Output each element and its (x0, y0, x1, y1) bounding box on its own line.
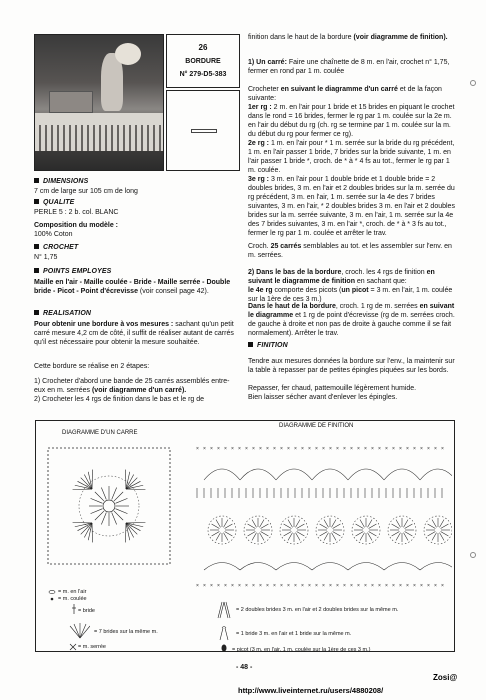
legend-picot: = picot (3 m. en l'air, 1 m. coulée sur la 1ère de ces 3 m.) (232, 647, 371, 653)
svg-text:×: × (287, 446, 290, 452)
svg-text:×: × (252, 446, 255, 452)
realisation-title: REALISATION (34, 310, 91, 317)
svg-text:×: × (343, 583, 346, 589)
svg-text:×: × (336, 446, 339, 452)
svg-text:×: × (434, 446, 437, 452)
swatch-box (166, 90, 240, 171)
svg-text:×: × (371, 446, 374, 452)
credit-watermark: Zosi@ (433, 673, 458, 682)
svg-text:×: × (315, 583, 318, 589)
svg-text:×: × (196, 583, 199, 589)
realisation-p1: Pour obtenir une bordure à vos mesures : sachant qu'un petit carré mesure 4,2 cm de côté, il suffit de réaliser autant de carrés qu'il est nécessaire pour obtenir la mesure souhaitée. (34, 321, 234, 346)
realisation-p2: Cette bordure se réalise en 2 étapes: (34, 363, 150, 370)
finition-p3: Bien laisser sécher avant d'enlever les épingles. (248, 394, 398, 401)
svg-text:×: × (441, 446, 444, 452)
svg-text:×: × (364, 583, 367, 589)
crochet-body: N° 1,75 (34, 254, 58, 261)
svg-text:×: × (238, 446, 241, 452)
binder-hole-top (470, 80, 476, 86)
border-photo (34, 34, 164, 171)
right-r2: 2e rg : 1 m. en l'air pour * 1 m. serrée sur la bride du rg précédent, 1 m. en l'air passer 1 bride, 7 brides sur la bride suivante, 1 m. en l'air passer 1 bride *, croch. de * à * 4 fs au tot., fermer le rg par 1 m. coulée. (248, 140, 455, 174)
svg-text:×: × (266, 446, 269, 452)
svg-text:×: × (329, 446, 332, 452)
legend-right-symbols (212, 598, 236, 654)
svg-text:×: × (217, 446, 220, 452)
svg-text:×: × (329, 583, 332, 589)
right-r1: 1er rg : 2 m. en l'air pour 1 bride et 15 brides en piquant le crochet dans le rond = 16 brides, fermer le rg par 1 m. coulée sur la 2e m. en l'air du début du rg (ch. rg se termine par 1 m. coulée sur la m. du début du rg pour fermer ce rg). (248, 104, 455, 138)
svg-text:×: × (406, 446, 409, 452)
legend-7brides: = 7 brides sur la même m. (94, 629, 158, 635)
svg-text:×: × (231, 446, 234, 452)
svg-text:×: × (413, 446, 416, 452)
legend-2dbl: = 2 doubles brides 3 m. en l'air et 2 doubles brides sur la même m. (236, 607, 399, 613)
svg-text:×: × (343, 446, 346, 452)
points-title: POINTS EMPLOYES (34, 268, 111, 275)
svg-text:×: × (301, 446, 304, 452)
right-p3: Croch. 25 carrés semblables au tot. et les assembler sur l'env. en m. serrées. (248, 243, 452, 259)
svg-text:×: × (210, 446, 213, 452)
square-diagram (40, 442, 180, 570)
svg-text:×: × (378, 446, 381, 452)
svg-text:×: × (385, 583, 388, 589)
pattern-number: 26 (198, 43, 208, 52)
svg-text:×: × (238, 583, 241, 589)
svg-text:×: × (196, 446, 199, 452)
composition-body: 100% Coton (34, 231, 73, 238)
svg-text:×: × (280, 583, 283, 589)
svg-text:×: × (294, 583, 297, 589)
right-p4: 2) Dans le bas de la bordure, croch. les 4 rgs de finition en suivant le diagramme de finition en sachant que: (248, 269, 435, 285)
svg-text:×: × (245, 446, 248, 452)
svg-text:×: × (413, 583, 416, 589)
svg-text:×: × (252, 583, 255, 589)
crochet-title: CROCHET (34, 244, 78, 251)
right-p5: le 4e rg comporte des picots (un picot = 3 m. en l'air, 1 m. coulée sur la 1ère de ces 3 m.) (248, 287, 453, 303)
realisation-p4: 2) Crocheter les 4 rgs de finition dans le bas et le rg de (34, 396, 205, 403)
right-p6: Dans le haut de la bordure, croch. 1 rg de m. serrées en suivant le diagramme et 1 rg de point d'écrevisse (rg de m. serrées croch. de gauche à droite et non pas de droite à gauche comme il se fait normalement). Arrêter le trav. (248, 303, 455, 337)
legend-left-symbols (44, 586, 90, 652)
svg-text:×: × (357, 446, 360, 452)
finition-title: FINITION (248, 342, 288, 349)
svg-text:×: × (427, 583, 430, 589)
svg-text:×: × (308, 446, 311, 452)
svg-text:×: × (336, 583, 339, 589)
svg-text:×: × (259, 583, 262, 589)
qualite-title: QUALITE (34, 199, 74, 206)
dimensions-body: 7 cm de large sur 105 cm de long (34, 188, 138, 195)
svg-text:×: × (350, 583, 353, 589)
right-p1: 1) Un carré: Faire une chaînette de 8 m. en l'air, crochet n° 1,75, fermer en rond par 1 m. coulée (248, 59, 450, 75)
svg-text:×: × (420, 446, 423, 452)
svg-text:×: × (322, 446, 325, 452)
svg-text:×: × (357, 583, 360, 589)
svg-text:×: × (294, 446, 297, 452)
svg-text:×: × (287, 583, 290, 589)
diagram-square-title: DIAGRAMME D'UN CARRE (62, 430, 138, 436)
svg-text:×: × (301, 583, 304, 589)
svg-text:×: × (210, 583, 213, 589)
svg-text:×: × (266, 583, 269, 589)
svg-text:×: × (392, 583, 395, 589)
svg-text:×: × (434, 583, 437, 589)
svg-text:×: × (399, 446, 402, 452)
svg-text:×: × (322, 583, 325, 589)
svg-text:×: × (259, 446, 262, 452)
svg-text:×: × (371, 583, 374, 589)
right-p0: finition dans le haut de la bordure (voir diagramme de finition). (248, 34, 448, 41)
pattern-number-box (166, 34, 240, 88)
svg-text:×: × (308, 583, 311, 589)
pattern-ref: N° 279-D5-383 (179, 71, 227, 78)
finition-p2: Repasser, fer chaud, pattemouille légèrement humide. (248, 385, 417, 392)
binder-hole-bottom (470, 552, 476, 558)
url-watermark[interactable]: http://www.liveinternet.ru/users/4880208/ (238, 686, 384, 695)
svg-text:×: × (273, 583, 276, 589)
svg-text:×: × (427, 446, 430, 452)
qualite-body: PERLE 5 : 2 b. col. BLANC (34, 209, 119, 216)
composition-title: Composition du modèle : (34, 222, 118, 229)
legend-single: = m. serrée (78, 644, 106, 650)
svg-text:×: × (280, 446, 283, 452)
legend-chain: = m. en l'air (58, 589, 87, 595)
svg-text:×: × (217, 583, 220, 589)
legend-1bride: = 1 bride 3 m. en l'air et 1 bride sur la même m. (236, 631, 352, 637)
right-r3: 3e rg : 3 m. en l'air pour 1 double bride et 1 double bride = 2 doubles brides, 3 m. en l'air et 2 doubles brides sur la m. serrée du rg précédent, 3 m. en l'air, 1 m. serrée sur la 4e des 7 brides suivantes, 3 m. en l'air, * 2 doubles brides 3 m. en l'air et 2 doubles brides sur la m. serrée suivante, 3 m. en l'air, 1 m. serrée sur la 4e des 7 brides suivantes, 3 m. en l'air *, croch. de * à * 3 fs au tot., fermer le rg par 1 m. coulée et arrêter le trav. (248, 176, 455, 237)
points-body: Maille en l'air - Maille coulée - Bride - Maille serrée - Double bride - Picot - Point d'écrevisse (voir conseil page 42). (34, 279, 231, 295)
svg-text:×: × (315, 446, 318, 452)
svg-text:×: × (273, 446, 276, 452)
svg-text:×: × (364, 446, 367, 452)
page-number: - 48 - (236, 664, 253, 671)
pattern-title: BORDURE (185, 58, 221, 65)
svg-text:×: × (399, 583, 402, 589)
svg-text:×: × (203, 583, 206, 589)
finition-p1: Tendre aux mesures données la bordure sur l'env., la maintenir sur la table à repasser par de petites épingles piquées sur les bords. (248, 358, 455, 374)
dimensions-title: DIMENSIONS (34, 178, 88, 185)
svg-text:×: × (350, 446, 353, 452)
legend-bride: = bride (78, 608, 95, 614)
svg-text:×: × (420, 583, 423, 589)
svg-text:×: × (385, 446, 388, 452)
legend-slip: = m. coulée (58, 596, 87, 602)
right-p2: Crocheter en suivant le diagramme d'un carré et de la façon suivante: (248, 86, 442, 102)
svg-text:×: × (245, 583, 248, 589)
realisation-p3: 1) Crocheter d'abord une bande de 25 carrés assemblés entre-eux en m. serrées (voir diagramme d'un carré). (34, 378, 230, 394)
svg-text:×: × (224, 583, 227, 589)
svg-text:×: × (224, 446, 227, 452)
diagram-finition-title: DIAGRAMME DE FINITION (279, 423, 354, 429)
svg-text:×: × (231, 583, 234, 589)
svg-text:×: × (441, 583, 444, 589)
svg-text:×: × (203, 446, 206, 452)
svg-text:×: × (378, 583, 381, 589)
svg-text:×: × (406, 583, 409, 589)
finition-diagram (190, 430, 452, 592)
svg-text:×: × (392, 446, 395, 452)
